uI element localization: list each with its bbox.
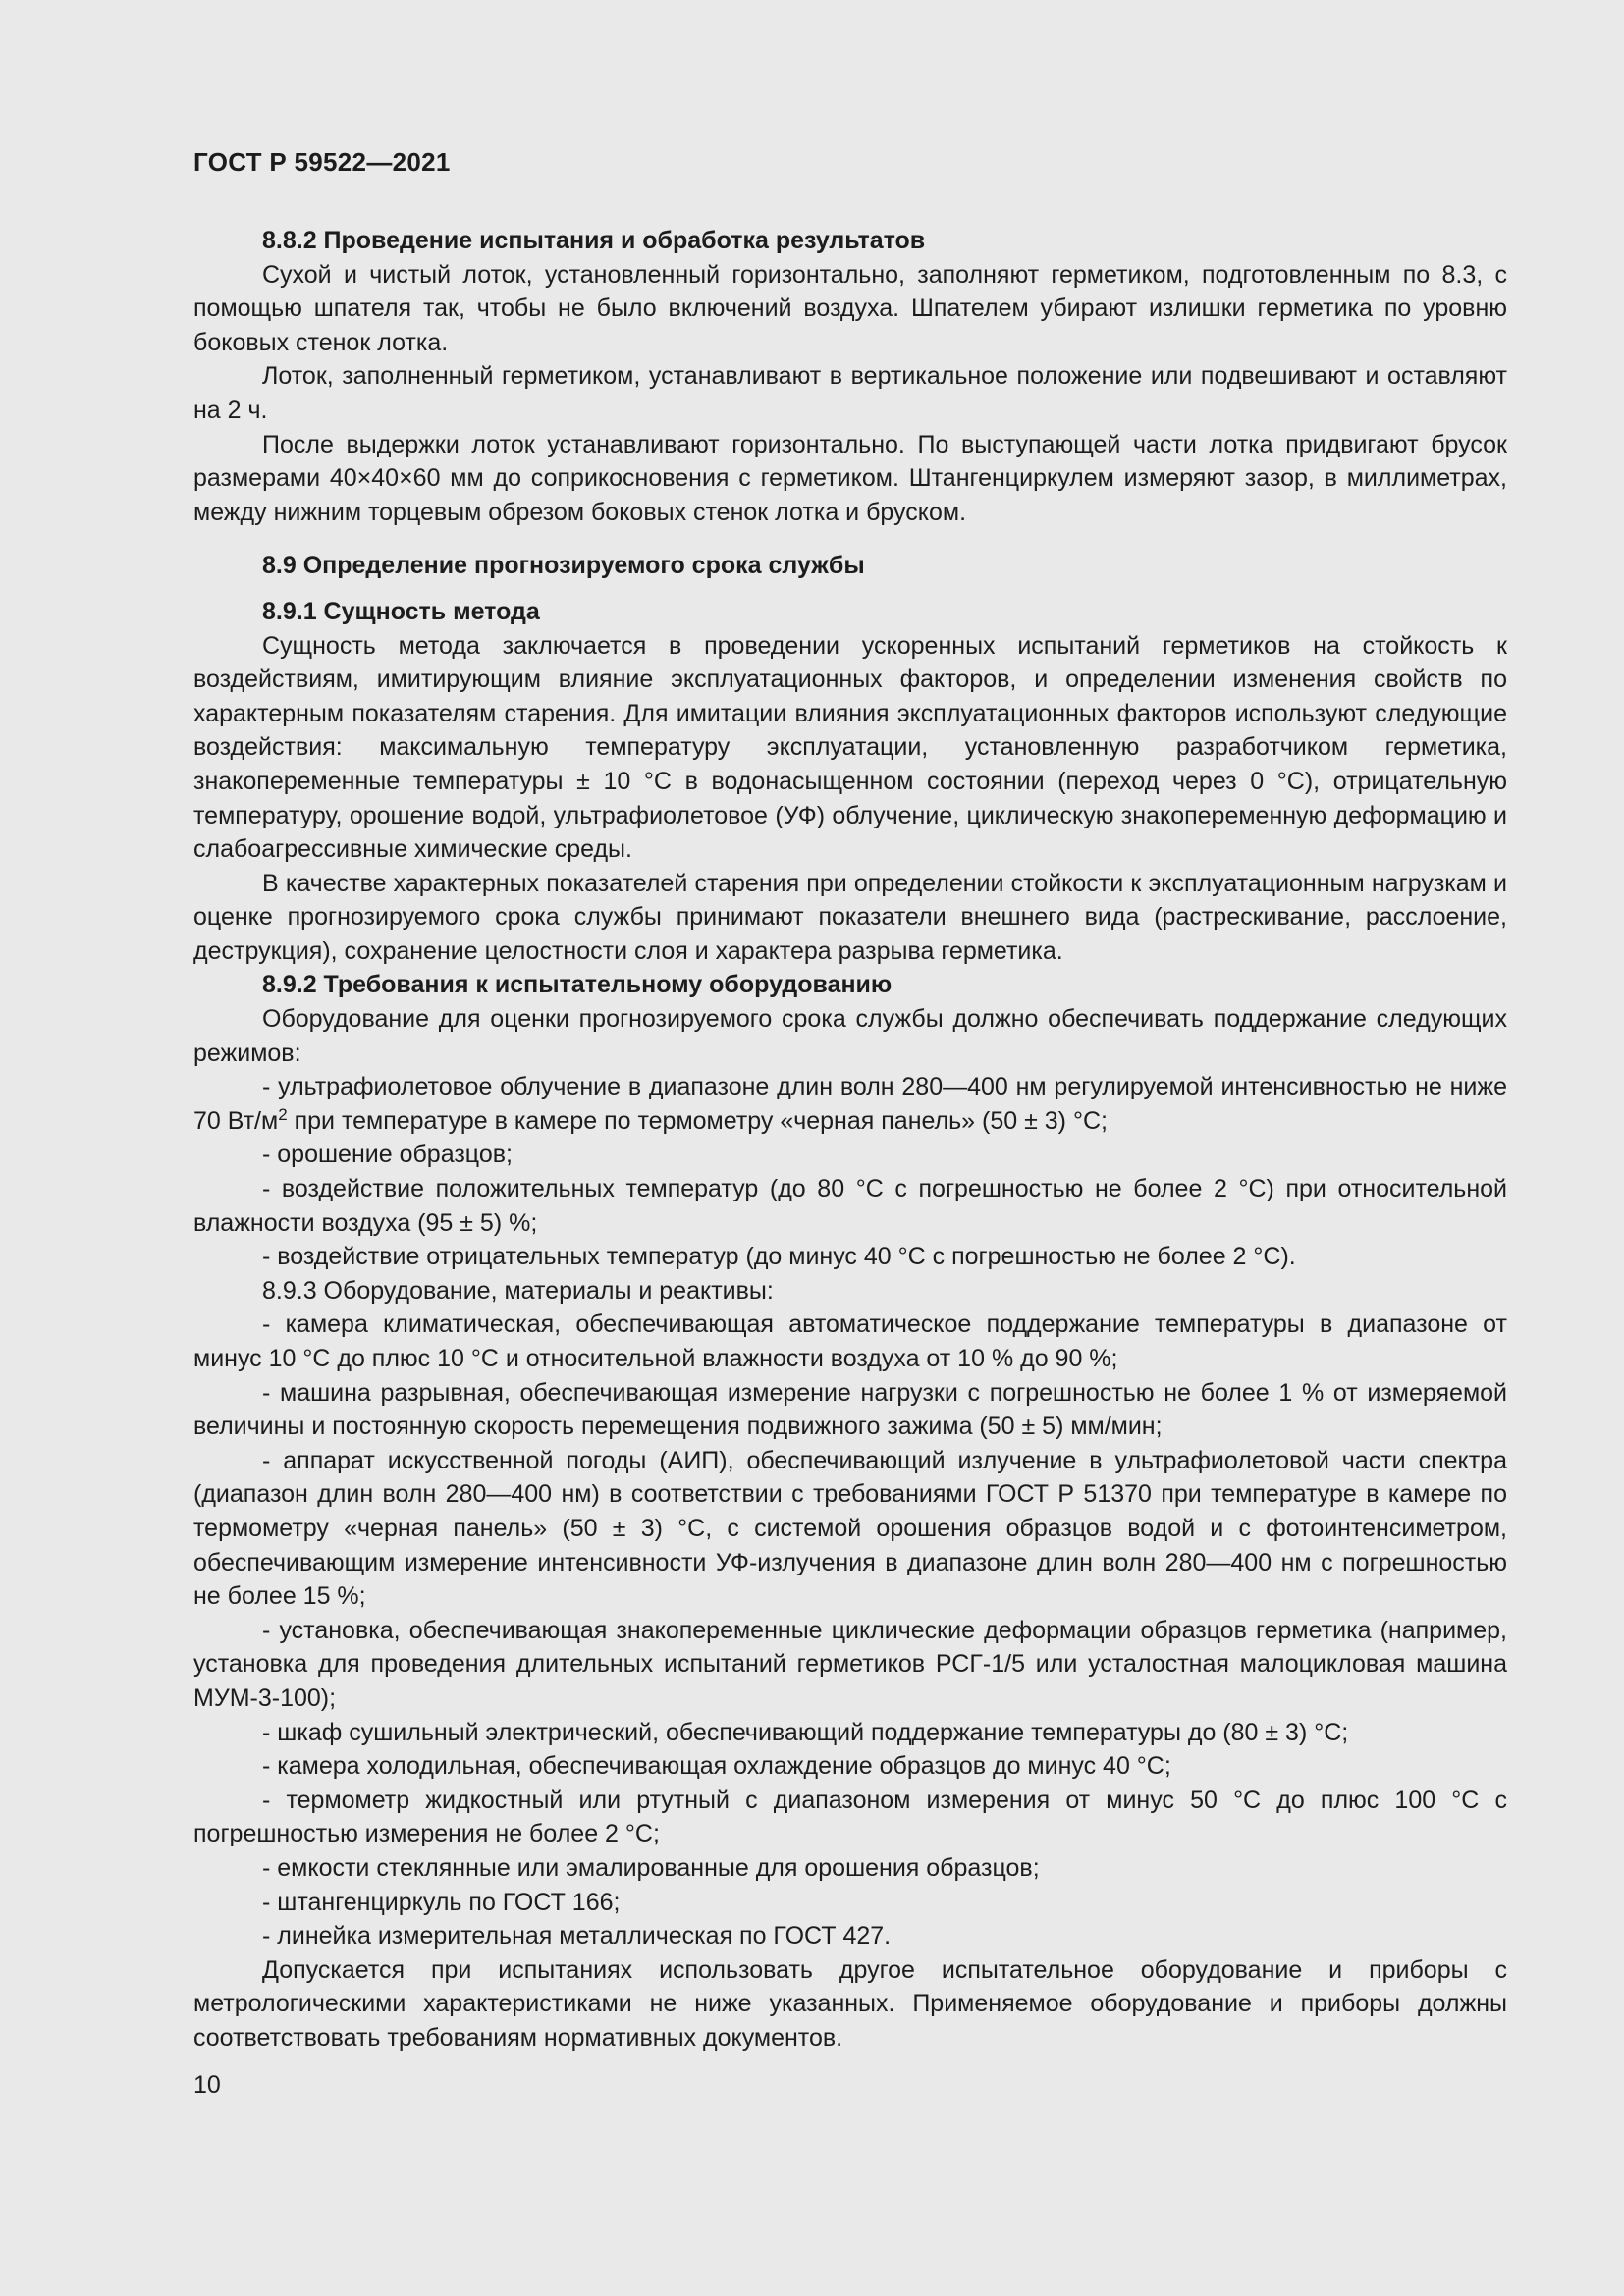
section-8-9-title: 8.9 Определение прогнозируемого срока службы bbox=[262, 552, 865, 580]
paragraph: После выдержки лоток устанавливают горизонтально. По выступающей части лотка придвигают брусок размерами 40×40×60 мм до соприкосновения с герметиком. Штангенциркулем измеряют зазор, в миллиметрах, между нижним торцевым обрезом боковых стенок лотка и бруском. bbox=[193, 430, 1507, 526]
list-item: - орошение образцов; bbox=[262, 1141, 513, 1169]
list-item: - воздействие положительных температур (до 80 °С с погрешностью не более 2 °С) при относительной влажности воздуха (95 ± 5) %; bbox=[193, 1175, 1507, 1237]
list-item: - емкости стеклянные или эмалированные для орошения образцов; bbox=[262, 1853, 1040, 1882]
section-8-9-3-title: 8.9.3 Оборудование, материалы и реактивы: bbox=[262, 1276, 774, 1305]
page-number: 10 bbox=[193, 2071, 221, 2099]
superscript: 2 bbox=[278, 1104, 288, 1124]
list-item: - линейка измерительная металлическая по ГОСТ 427. bbox=[262, 1922, 892, 1950]
list-item-text: при температуре в камере по термометру «черная панель» (50 ± 3) °С; bbox=[287, 1106, 1108, 1135]
paragraph: В качестве характерных показателей старения при определении стойкости к эксплуатационным нагрузкам и оценке прогнозируемого срока службы принимают показатели внешнего вида (растрескивание, расслоение, деструкция), сохранение целостности слоя и характера разрыва герметика. bbox=[193, 869, 1507, 965]
list-item bbox=[193, 1070, 1507, 1138]
list-item: - штангенциркуль по ГОСТ 166; bbox=[262, 1888, 621, 1916]
paragraph: Оборудование для оценки прогнозируемого срока службы должно обеспечивать поддержание следующих режимов: bbox=[193, 1005, 1507, 1067]
list-item: - шкаф сушильный электрический, обеспечивающий поддержание температуры до (80 ± 3) °С; bbox=[262, 1718, 1349, 1746]
document-header-id: ГОСТ Р 59522—2021 bbox=[193, 147, 451, 177]
paragraph: Сущность метода заключается в проведении ускоренных испытаний герметиков на стойкость к воздействиям, имитирующим влияние эксплуатационных факторов, и определении изменения свойств по характерным показателям старения. Для имитации влияния эксплуатационных факторов используют следующие воздействия: максимальную температуру эксплуатации, установленную разработчиком герметика, знакопеременные температуры ± 10 °С в водонасыщенном состоянии (переход через 0 °С), отрицательную температуру, орошение водой, ультрафиолетовое (УФ) облучение, циклическую знакопеременную деформацию и слабоагрессивные химические среды. bbox=[193, 631, 1507, 864]
list-item: - термометр жидкостный или ртутный с диапазоном измерения от минус 50 °С до плюс 100 °С с погрешностью измерения не более 2 °С; bbox=[193, 1786, 1507, 1848]
document-body bbox=[193, 224, 1507, 2055]
paragraph: Сухой и чистый лоток, установленный горизонтально, заполняют герметиком, подготовленным по 8.3, с помощью шпателя так, чтобы не было включений воздуха. Шпателем убирают излишки герметика по уровню боковых стенок лотка. bbox=[193, 260, 1507, 356]
section-8-9-2-title: 8.9.2 Требования к испытательному оборудованию bbox=[262, 971, 893, 999]
list-item: - машина разрывная, обеспечивающая измерение нагрузки с погрешностью не более 1 % от измеряемой величины и постоянную скорость перемещения подвижного зажима (50 ± 5) мм/мин; bbox=[193, 1378, 1507, 1441]
paragraph: Лоток, заполненный герметиком, устанавливают в вертикальное положение или подвешивают и оставляют на 2 ч. bbox=[193, 362, 1507, 424]
section-8-9-1-title: 8.9.1 Сущность метода bbox=[262, 597, 540, 625]
list-item-text: - ультрафиолетовое облучение в диапазоне длин волн 280—400 нм регулируемой интенсивностью не ниже 70 Вт/м bbox=[193, 1073, 1507, 1135]
list-item: - установка, обеспечивающая знакопеременные циклические деформации образцов герметика (например, установка для проведения длительных испытаний герметиков РСГ-1/5 или усталостная малоцикловая машина МУМ-3-100); bbox=[193, 1616, 1507, 1712]
paragraph: Допускается при испытаниях использовать другое испытательное оборудование и приборы с метрологическими характеристиками не ниже указанных. Применяемое оборудование и приборы должны соответствовать требованиям нормативных документов. bbox=[193, 1955, 1507, 2052]
list-item: - воздействие отрицательных температур (до минус 40 °С с погрешностью не более 2 °С). bbox=[262, 1243, 1296, 1271]
list-item: - камера климатическая, обеспечивающая автоматическое поддержание температуры в диапазоне от минус 10 °С до плюс 10 °С и относительной влажности воздуха от 10 % до 90 %; bbox=[193, 1310, 1507, 1372]
list-item: - аппарат искусственной погоды (АИП), обеспечивающий излучение в ультрафиолетовой части спектра (диапазон длин волн 280—400 нм) в соответствии с требованиями ГОСТ Р 51370 при температуре в камере по термометру «черная панель» (50 ± 3) °С, с системой орошения образцов водой и с фотоинтенсиметром, обеспечивающим измерение интенсивности УФ-излучения в диапазоне длин волн 280—400 нм с погрешностью не более 15 %; bbox=[193, 1446, 1507, 1611]
list-item: - камера холодильная, обеспечивающая охлаждение образцов до минус 40 °С; bbox=[262, 1752, 1171, 1781]
section-8-8-2-title: 8.8.2 Проведение испытания и обработка результатов bbox=[262, 227, 926, 254]
